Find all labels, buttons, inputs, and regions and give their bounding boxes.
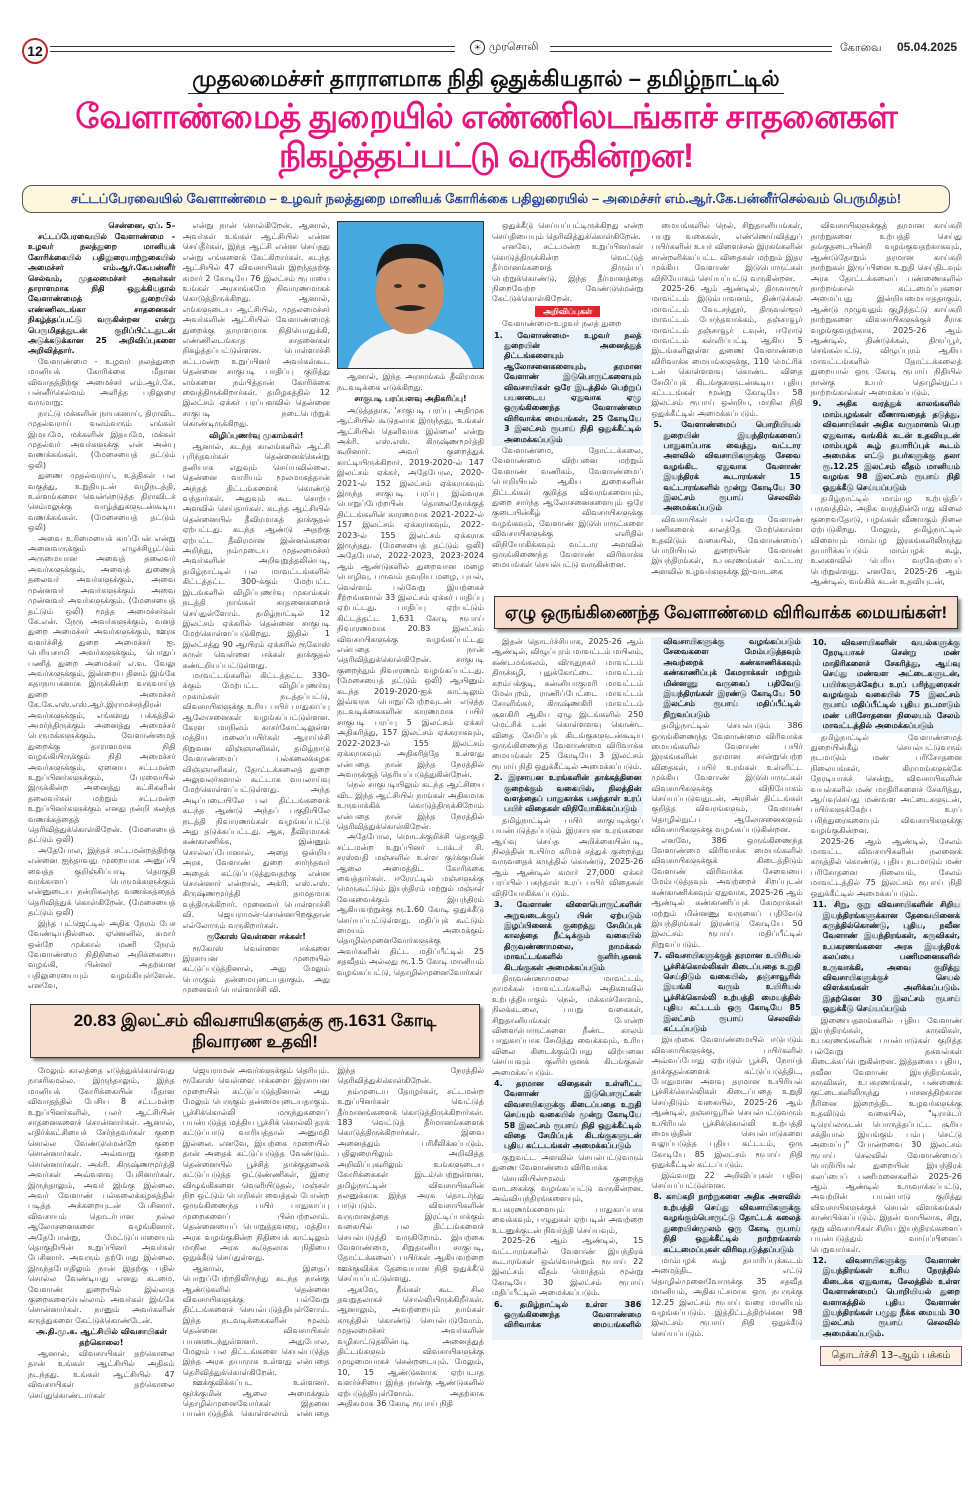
announcement-item: 1. வேளாண்மை- உழவர் நலத் துறையின் அனைத்துத் திட்டங்களையும் ஆலோசனைகளையும், தரமான வேளாண் இடுபொருட்களையும் விவசாயிகள் ஒரே இடத்தில் பெற்றுப் பயனடைய ஏதுவாக ஏழு ஒருங்கிணைந்த வேளாண்மை விரிவாக்க மையங்கள், 25 கோடியே 3 இலட்சம் ரூபாய் நிதி ஒதுக்கீட்டில் அமைக்கப்படும் [492,330,643,446]
article-paragraph: விவசாயிகளுக்குத் தரமான காய்கறி நாற்றுகளை உற்பத்தி செய்து தங்குதடையின்றி வழங்குவதற்காகவும், ஆண்டுதோறும் தரமான காய்கறி நாற்றுகள் இருப்பினை உறுதி செய்திடவும் அரசு தோட்டக்கலைப் பண்ணைகளில் நாற்றங்கால் கட்டமைப்புகளை அமைப்பது இன்றியமையாததாகும். ஆண்டு முழுவதும் குழித்தட்டு காய்கறி நாற்றுகளை விவசாயிகளுக்குச் சீராக வழங்குவதற்காக, 2025-26 ஆம் ஆண்டில், திண்டுக்கல், திருப்பூர், செங்கல்பட்டு, விழுப்புரம் ஆகிய மாவட்டங்களில் தோட்டக்கலைத் துறையால் ஒரு கோடி ரூபாய் நிதியில் நான்கு உயர் தொழில்நுட்ப நாற்றங்கால்கள் அமைக்கப்படும். [810,221,962,397]
article-paragraph: குறுவட்ட அளவில் செயல்பட்டுவரும் துணை வேளாண்மை விரிவாக்க [492,1152,644,1173]
header-rule-left [50,46,455,52]
article-paragraph: இந்த பட்ஜெட்டில் அதிக நேரம் பேச வேண்டியதில்லை. ஏனெனில், சுமார் ஒன்றே முக்கால் மணி நேரம் வேளாண்மை நிதிநிலை அறிக்கையை வழங்கி, பின்னர் அதற்கான பதிலுரையையும் வழங்கியுள்ளேன். எனவே, [28,918,176,991]
article-paragraph: தமிழ்நாட்டில் மாம்பழ உற்பத்திப் பருவத்தில், அதிக வரத்தின்போது விலை குறைவதோடு, பழங்கள் வீணாகும் நிலை ஏற்படுகிறது. மேலும், தமிழ்நாட்டில் விளையும் மாம்பழ இரகங்களிலிருந்து தயாரிக்கப்படும் மாம்பழக் கூழ், உலகளவில் பெரிய வரவேற்பைப் பெற்றுள்ளது. எனவே, 2025-26 ஆம் ஆண்டில், வங்கிக் கடன் உதவியுடன், [810,494,962,587]
photo-column [337,221,484,978]
article-paragraph: 2025-26 ஆம் ஆண்டில், சேலம் மாவட்ட விவசாயிகளின் நலனைக் கருத்தில் கொண்டு, புதிய நடமாடும் மண் பரிசோதனை நிலையம், சேலம் மாவட்டத்தில் 75 இலட்சம் ரூபாய் நிதி ஒதுக்கீட்டில் அமைக்கப்படும். [810,836,962,898]
article-paragraph: இதன் தொடர்ச்சியாக, 2025-26 ஆம் ஆண்டில், விழுப்புரம் மாவட்டம் மயிலம், கண்டமங்கலம், விருதுநகர் மாவட்டம் திருச்சுழி, புதுக்கோட்டை மாவட்டம் கறம்பக்குடி, கன்னியாகுமரி மாவட்டம் மேல்புறம், ராணிப்பேட்டை மாவட்டம் சோளிங்கர், கிருஷ்ணகிரி மாவட்டம் சூளகிரி ஆகிய ஏழு இடங்களில் 250 மெட்ரிக் டன் கொள்ளளவு கொண்ட விதை சேமிப்புக் கிடங்குகளுடன்கூடிய ஒருங்கிணைந்த வேளாண்மை விரிவாக்க மையங்கள் 25 கோடியே 3 இலட்சம் ரூபாய் நிதி ஒதுக்கீட்டில் அமைக்கப்படும். [492,636,644,771]
header-rule-right [550,46,832,52]
article-paragraph: அதேபோல, இந்தச் சட்டமன்றத்திற்கு என்னை ஐந்தாவது முறையாக அனுப்பி வைத்த குறிஞ்சிப்பாடி தொகுதி வாக்காளப் பெருமக்களுக்கும் என்னுடைய நன்றிகலந்த வணக்கத்தைத் தெரிவித்துக் கொள்கிறேன். (மேசையைத் தட்டும் ஒலி) [28,845,176,918]
article-paragraph: என்று நான் சொல்கிறேன். ஆனால், அவர்கள் உங்கள் ஆட்சியில் என்ன செய்தீர்கள், இந்த ஆட்சி என்ன செய்தது என்று எங்களைக் கேட்கிறார்கள். கடந்த ஆட்சியில் 47 விவசாயிகள் இறந்ததற்கு சுமார் 2 கோடியே 76 இலட்சம் ரூபாயை உங்கள் அரசாங்கமே நிவாரணமாகக் கொடுத்திருக்கிறது. ஆனால், எங்களுடைய ஆட்சியில், முதலமைச்சர் அவர்களின் ஆட்சியில் வேளாண்மைத் துறைக்கு தாராளமாக நிதியொதுக்கி, எண்ணிலடங்காத சாதனைகள் நிகழ்த்தப்பட்டுள்ளன. பொள்ளாச்சி சட்டமன்ற உறுப்பினர் அவர்கள்கூட தென்னை சாகுபடி பாதிப்பு குறித்து எங்களை நம்பித்தான் கோரிக்கை வைத்திருக்கிறார்கள். தமிழகத்தில் 12 இலட்சம் ஏக்கர் பரப்பளவில் தென்னை சாகுபடி நடைபெற்றுக் கொண்டிருக்கிறது. [182,221,330,429]
announcement-item: 10. விவசாயிகளின் வயல்களுக்கு நேரடியாகச் சென்று மண் மாதிரிகளைச் சேகரித்து, ஆய்வு செய்து மண்வள அட்டைகளுடன், பயிர்களுக்கேற்ப உரப் பரிந்துரைகள் வழங்கும் வகையில் 75 இலட்சம் ரூபாய் மதிப்பீட்டில் புதிய நடமாடும் மண் பரிசோதனை நிலையம் சேலம் மாவட்டத்தில் அமைக்கப்படும் [811,637,962,733]
announcement-item: 11. சிறு, குறு விவசாயிகளின் சிறிய இயந்திரங்களுக்கான தேவையினைக் கருத்தில்கொண்டு, புதிய, நவீன வேளாண் இயந்திரங்கள், கருவிகள், உபகரணங்களை அரசு இயந்திரக் கலப்பை பணிமனைகளில் உருவாக்கி, அவை குறித்து விவசாயிகளுக்குச் செயல் விளக்கங்கள் அளிக்கப்படும். இதற்கென 30 இலட்சம் ரூபாய் ஒதுக்கீடு செய்யப்படும் [811,899,962,1015]
article-paragraph: நெல் சாகுபடியிலும் கடந்த ஆட்சியை விட இந்த ஆட்சியில் நாங்கள் அதிகமாக உருவாக்கிக் கொடுத்திருக்கிறோம் என்பதை நான் இந்த நேரத்தில் தெரிவித்துக்கொள்கிறேன். [337,780,484,831]
minister-portrait-icon [338,222,483,368]
article-paragraph: ஒதுக்கீடு செய்யப்பட்டிருக்கிறது என்ற செய்தியையும் தெரிவித்துக்கொள்கிறேன். [492,221,644,241]
article-column-10 [28,1066,175,1401]
article-paragraph: எனவே, 386 ஒருங்கிணைந்த வேளாண்மை விரிவாக்க மையங்களில் விவசாயிகளுக்குக் கிடைத்திடும் வேளாண் விரிவாக்க சேவையை மேம்படுத்தவும் அவற்றைச் சிறப்புடன் கண்காணிக்கவும் ஏதுவாக, 2025-26 ஆம் ஆண்டில் கண்காணிப்புக் கேமராக்கள் மற்றும் மின்னணு வருகைப் பதிவேடு இயந்திரங்கள் இரண்டு கோடியே 50 இலட்சம் ரூபாய் மதிப்பீட்டில் நிறுவப்படும். [651,835,803,949]
article-column-4 [492,221,643,570]
article-paragraph: தமிழ்நாட்டில் பயிர் சாகுபடிக்குப் பயன்படுத்தப்படும் இரசாயன உரங்களை ஆய்வு செய்த அறிக்கையின்படி, நிலத்தின் உயிர்ம கரிமச் சத்துக் குறைந்து வருவதைக் கருத்தில் கொண்டு, 2025-26 ஆம் ஆண்டில் சுமார் 27,000 ஏக்கர் பரப்பில் பசுந்தாள் உரப் பயிர் விதைகள் விநியோகிக்கப்படும். [492,815,644,898]
article-column-11 [183,1066,330,1378]
article-paragraph: எனவே, சட்டமன்ற உறுப்பினர்கள் கொடுத்திருக்கின்ற வெட்டுத் தீர்மானங்களைத் திரும்பப் பெற்றுக்கொண்டு, இந்த தீர்மானத்தை நிறைவேற்ற வேண்டுமென்று கேட்டுக்கொள்கிறேன். [492,242,644,304]
page-header [0,0,972,62]
article-column-6 [811,221,962,587]
article-paragraph: அடுத்ததாக, 'சாகுபடி பரப்பு அதிமுக ஆட்சியில் கூடுதலாக இருந்தது, உங்கள் ஆட்சியில் தெளிவாக இல்லை' என்று அக்ரி. எஸ்.எஸ். கிருஷ்ணமூர்த்தி கூறினார். அவர் குறைத்துக் காட்டியிருக்கிறார். 2019-2020-ல் 147 இலட்சம் ஏக்கர், அதேபோல, 2020-2021-ல் 152 இலட்சம் ஏக்கராகவும் இருந்த சாகுபடி பரப்பு இவ்வரசு பொறுப்பேற்றபின் தொலைநோக்குத் திட்டங்களின் காரணமாக 2021-2022-ல் 157 இலட்சம் ஏக்கராகவும், 2022-2023-ல் 155 இலட்சம் ஏக்கராக இருந்தது. (மேசையைத் தட்டும் ஒலி) அதேபோல, 2022-2023, 2023-2024 ஆம் ஆண்டுகளில் துறைவான மழை பொழிவு, பருவம் தவறிய மழை, புயல், வெள்ளம் பல்வேறு இயற்கைச் சீற்றங்களால் 33 இலட்சம் ஏக்கர் பாதிப்பு ஏற்பட்டது. பாதிப்பு ஏற்பட்டும் கிட்டத்தட்ட 1,631 கோடி ரூபாய் நிவாரணமாக 20.83 இலட்சம் விவசாயிகளுக்கு வழங்கப்பட்டது என்பதை நான் தெரிவித்துக்கொள்கிறேன். சாகுபடி குறைந்தும் நிவாரணம் வழங்கப்பட்டது. (மேசையைத் தட்டும் ஒலி) ஆயினும் கடந்த 2019-2020-ஐக் காட்டிலும் இவ்வரசு பொறுப்பேற்றவுடன் எடுத்த நடவடிக்கைகளின் காரணமாக பயிர் சாகுபடி பரப்பு 5 இலட்சம் ஏக்கர் அதிகரித்து, 157 இலட்சம் ஏக்கராகவும், 2022-2023-ல் 155 இலட்சம் ஏக்கராகவும் அதிகரித்தே உள்ளது என்பதை நான் இந்த நேரத்தில் அவருக்குத் தெரியப்படுத்துகின்றேன். [337,405,484,779]
article-paragraph: தமிழ்நாட்டில் வேளாண்மைத் துறையின்கீழ் செயல்பட்டுவரும் நடமாடும் மண் பரிசோதனை நிலையங்கள், கிராமங்களுக்கே நேரடியாகச் சென்று, விவசாயிகளின் வயல்களில் மண் மாதிரிகளைச் சேகரித்து, ஆய்வுசெய்து மண்வள அட்டைகளுடன், பயிர்களுக்கேற்ப உரப் பரிந்துரைகளையும் விவசாயிகளுக்கு வழங்குகின்றன. [810,732,962,836]
article-column-3 [337,372,484,978]
announcements-label [492,307,643,317]
article-paragraph: துணை முதல்வராய், உத்திகள் பல வகுத்து, உறுதியுடன் வழிநடத்தி, உள்ளங்களை வென்றெடுத்த திராவிடச் செம்மலுக்கு வாழ்த்துகளுடன்கூடிய வணக்கங்கள். (மேசையைத் தட்டும் ஒலி) [28,471,176,533]
article-paragraph: வேளாண்மை - உழவர் நலத்துறை மானியக் கோரிக்கை மீதான விவாதத்திற்கு அமைச்சர் எம்.ஆர்.கே. பன்னீர்செல்வம் அளித்த பதிலுரை வருமாறு: [28,356,176,408]
article-paragraph: செயலியின்மூலம் குறைந்த வாடகைக்கு வழங்கப்பட்டு வருகின்றன. அவ்வியந்திரங்களையும், உபகரணங்களையும் பாதுகாப்பாக வைக்கவும், பழுதுகள் ஏற்படின் அவற்றை உடனுக்குடன் நிவர்த்தி செய்யவும், [492,1173,644,1235]
announcement-item: 2. இரசாயன உரங்களின் தாக்கத்தினை குறைக்கும் வகையில், நிலத்தின் வளத்தைப் பாதுகாக்க பசுந்தாள் உரப் பயிர் விதைகள் விநியோகிக்கப்படும் [492,772,643,816]
box-headline-relief: 20.83 இலட்சம் விவசாயிகளுக்கு ரூ.1631 கோடி நிவாரண உதவி! [30,1004,480,1059]
article-paragraph: மேலும் காலத்தை எடுத்துக்கொள்வது நாகரிகமல்ல. இருந்தாலும், இந்த மானியக் கோரிக்கையின் மீதான விவாதத்தில் பேசிய 8 சட்டமன்ற உறுப்பினர்களில், பலர் ஆட்சியின் சாதனைகளைச் சொன்னார்கள். ஆனால், எதிர்க்கட்சியைச் சேர்ந்தவர்கள் குறை சொல்ல வேண்டுமென்றே குறை சொன்னார்கள். அவ்வாறு குறை சொன்னார்கள். அக்ரி. கிருஷ்ணமூர்த்தி அவர்கள் அவ்வளவு பேசினார்கள். இருந்தாலும், அவர் இங்கு இல்லை. அவர் வேளாண் பல்கலைக்கழகத்தில் படித்த அக்கறையுடன் பேசினார். விவசாயம் தொடர்பான நல்ல ஆலோசனைகளை வழங்கினார். அதேபோன்று, மேட்டுப்பாளையம் தொகுதியின் உறுப்பினர் அவர்கள் பேசினார். அவரும் தற்போது இல்லை. இருந்தபோதிலும் நான் இதற்கு பதில் சொல்ல வேண்டியது எனது கடமை. வேளாண் துறையில் இல்லாத குறைகளையெல்லாம் அவர்கள் இங்கே சொன்னார்கள். நானும் அவர்களின் கருத்துகளை கேட்டுக்கொண்டேன். [28,1066,175,1325]
article-paragraph: மாம்பழக் கூழ் தயாரிப்புக்கூடம் அமைத்திட எட்டு தொழில்முனைவோருக்கு 35 சதவீத மானியம், அதிகபட்சமாக ஒரு நபருக்கு 12.25 இலட்சம் ரூபாய் வரை மானியம் வழங்கப்படும். இத்திட்டத்திற்கென 98 இலட்சம் ரூபாய் நிதி ஒதுக்கீடு செய்யப்படும். [651,1255,803,1338]
article-column-1 [28,221,176,991]
article-paragraph: அதேபோல, மொடக்குறிச்சி தொகுதி சட்டமன்ற உறுப்பினர் டாக்டர் சி. சரஸ்வதி மஞ்சளில் உள்ள குர்க்குமின் ஆலை அமைத்திட கோரிக்கை வைத்தார்கள். ஈரோட்டில் மஞ்சளுக்கு மெருகூட்டும் இயந்திரம் மற்றும் மஞ்சள் வேகவைக்கும் இயந்திரம் ஆகியவற்றுக்கு ரூ.1.60 கோடி ஒதுக்கீடு செய்யப்பட்டுள்ளது. மதிப்புக் கூட்டும் மையம் அமைக்கும் தொழில்முனைவோர்களுக்கு அவர்களின் திட்ட மதிப்பீட்டில் 25 சதவீதம் அல்லது ரூ.1.5 கோடி மானியம் வழங்கப்பட்டு, தொழில்முனைவோர்கள் [337,832,484,977]
section-subheading: ரூகோஸ் வெள்ளை ஈக்கள்! [206,932,306,942]
article-column-7 [492,637,643,1174]
right-stack [492,221,962,1366]
article-paragraph: 2025-26 ஆம் ஆண்டில், 15 வட்டாரங்களில் வேளாண் இயந்திரக் கூடாரங்கள் ஒவ்வொன்றும் ரூபாய் 22 இலட்சம் வீதம் மொத்தம் மூன்று கோடியே 30 இலட்சம் ரூபாய் மதிப்பீட்டில் அமைக்கப்படும். [492,1236,644,1298]
article-paragraph: இவ்வாறு 22 அறிவிப்புகள் பதிவு செய்யப்பட்டுள்ளன. [651,1170,803,1191]
announcement-item: 8. காய்கறி நாற்றுகளை அதிக அளவில் உற்பத்தி செய்து விவசாயிகளுக்கு வழங்கும்பொருட்டு தோட்டக் கலைத் துறையின்மூலம் ஒரு கோடி ரூபாய் நிதி ஒதுக்கீட்டில் நாற்றங்கால் கட்டமைப்புகள் விரிவுபடுத்தப்படும் [651,1191,802,1255]
article-paragraph: ஆனால், விவசாயிகள் தற்கொலை தான் உங்கள் ஆட்சியில் அதிகம் நடந்தது. உங்கள் ஆட்சியில் 47 விவசாயிகள் தற்கொலை செய்துகொண்டார்கள் [28,1349,175,1400]
left-top-region [28,221,484,995]
article-paragraph: இயற்கை வேளாண்மையில் ஈடுபடும் விவசாயிகளுக்கு, பயிர்களில் அவ்வப்போது ஏற்படும் பூச்சி, நோய்த் தாக்குதல்களைக் கட்டுப்படுத்திட, போதுமான அளவு தரமான உயிரியல் பூச்சிக்கொல்லிகள் கிடைப்பதை உறுதி செய்திடும் வகையில், 2025-26 ஆம் ஆண்டில், தஞ்சாவூரில் செயல்பட்டுவரும் உயிரியல் பூச்சிக்கொல்லி உற்பத்தி மையத்தின் செயல்பாடுகளை வலுப்படுத்த புதிய கட்டடம், ஒரு கோடியே 85 இலட்சம் ரூபாய் நிதி ஒதுக்கீட்டில் கட்டப்படும். [651,1035,803,1170]
announcement-item: 3. வேளாண் விளைபொருட்களின் அறுவடைக்குப் பின் ஏற்படும் இழப்பினைக் குறைத்து சேமிப்புக் காலத்தை நீட்டிக்கும் வகையில் திருவண்ணாமலை, நாமக்கல் மாவட்டங்களில் குளிர்பதனக் கிடங்குகள் அமைக்கப்படும் [492,899,643,974]
article-paragraph: திருவண்ணாமலை மாவட்டம், நாமக்கல் மாவட்டங்களில் அதிகளவில் உற்பத்தியாகும் நெல், மக்காச்சோளம், நிலக்கடலை, பயறு வகைகள், சிறுதானியங்கள் போன்ற விளைபொருட்களை நீண்ட காலம் பாதுகாப்பாக சேமித்து வைக்கவும், உரிய விலை கிடைக்கும்போது விற்பனை செய்யவும் குளிர்பதனக் கிடங்குகள் அமைக்கப்படும். [492,973,644,1077]
kicker-text: முதலமைச்சர் தாராளமாக நிதி ஒதுக்கியதால் – தமிழ்நாட்டில் [188,66,783,94]
article-paragraph: தமிழ்நாட்டில் செயல்படும் 386 ஒருங்கிணைந்த வேளாண்மை விரிவாக்க மையங்களில் வேளாண் பயிர் இரகங்களின் தரமான சான்றுபெற்ற விதைகள், பயிர் உரங்கள் உள்ளிட்ட முக்கிய வேளாண் இடுபொருட்கள் விவசாயிகளுக்கு விநியோகம் செய்யப்படுவதுடன், அரசின் திட்டங்கள் குறித்த விவரங்களும், வேளாண் தொழில்நுட்ப ஆலோசனைகளும் விவசாயிகளுக்கு வழங்கப்படுகின்றன. [651,721,803,835]
masthead [470,40,539,55]
article-paragraph: நாட்டு மக்களின் நாயகனாய், திராவிட முதல்வராய் வலம்வரும் எங்கள் இமயமே, மக்களின் இதயமே, மக்கள் முதல்வர் அவர்களுக்கு என் அன்பு வணக்கங்கள். (மேசையைத் தட்டும் ஒலி) [28,408,176,470]
announcement-item: 5. வேளாண்மைப் பொறியியல் துறையின் இயந்திரங்களைப் பாதுகாப்பாக வைத்து, வட்டார அளவில் விவசாயிகளுக்கு சேவை வழங்கிட ஏதுவாக வேளாண் இயந்திரக் கூடாரங்கள் 15 வட்டாரங்களில் மூன்று கோடியே 30 இலட்சம் ரூபாய் செலவில் அமைக்கப்படும் [651,419,802,515]
article-paragraph: ஆனால், கடந்த காலங்களில் ஆட்சி புரிந்தவர்கள் தென்னைக்கென்று தனியாக எதுவும் செய்யவில்லை. தென்னை வாரியம் மூலமாகத்தான் அந்தத் திட்டங்களைக் கொண்டு வந்தார்கள். அதுவும் கூட சொற்ப அளவில் செய்தார்கள். கடந்த ஆட்சியில் தென்னையில் தீவிரமாகத் தாக்குதல் ஏற்பட்டது. கடந்த ஆண்டு அதற்கு ஏற்பட்ட தீவிரமான இன்னல்களை அறிந்து, நம்முடைய முதலமைச்சர் அவர்களின் அறிவுறுத்தலின்படி, தமிழ்நாட்டில் பல மாவட்டங்களில் கிட்டத்தட்ட 300-க்கும் மேற்பட்ட இடங்களில் விழிப்புணர்வு முகாம்கள் நடத்தி நாங்கள் சாதனைகளைச் செய்துள்ளோம். தமிழ்நாட்டில் 12 இலட்சம் ஏக்கரில் தென்னை சாகுபடி மேற்கொள்ளப்படுகிறது. இதில் 1 இலட்சத்து 90 ஆயிரம் ஏக்கரில் ரூகோஸ் சுருள் வெள்ளை ஈக்கள் தாக்குதல் கண்டறியப்பட்டுள்ளது. [182,442,330,670]
left-stack [28,221,484,1419]
article-paragraph: ஊக்குவிக்கப்பட உள்ளனர். குர்க்குமின் ஆலை அமைக்கும் தொழில்முனைவோர்கள் இதனை பயன்படுத்திக் கொள்ளலாம் என்பதை இந்த நேரத்தில் தெரிவித்துக்கொள்கிறேன். [182,1066,484,1419]
right-bottom-flow [492,637,962,1340]
article-paragraph: வேளாண்மை, தோட்டக்கலை, வேளாண்மை விற்பனை மற்றும் வேளாண் வணிகம், வேளாண்மைப் பொறியியல் ஆகிய துறைகளின் திட்டங்கள் குறித்த விவரங்களையும், துறை சார்ந்த ஆலோசனைகளையும் ஒரே குடையின்கீழ் விவசாயிகளுக்கு வழங்கவும், வேளாண் இடுபொருட்களை விவசாயிகளுக்கு எளிதில் விநியோகிக்கவும் வட்டார அளவில் ஒருங்கிணைந்த வேளாண் விரிவாக்க மையங்கள் செயல்பட்டு வருகின்றன. [492,446,644,570]
section-subheading: சாகுபடி பரப்பளவு அதிகரிப்பு! [354,394,467,404]
issue-date: 05.04.2025 [897,40,958,54]
article-paragraph: ஆகவே, நீங்கள் கூட சில தவறுதலாகச் சொல்லியிருக்கிறீர்கள். ஆனாலும், அவற்றையும் நாங்கள் கருத்தில் கொண்டு செயல்படுவோம். முதலமைச்சர் அவர்களின் வழிகாட்டுதலின்படி அனைத்துத் திட்டங்களும் விவசாயிகளுக்கு முழுமையாகச் சென்றடையும். மேலும், 10, 15 ஆண்டுகளாக ஏற்படாத வளர்ச்சியை இந்த நான்கு ஆண்டுகளில் ஏற்படுத்தியுள்ளோம். அதற்காக அதிகமாக 36 கோடி ரூபாய் நிதி [337,1284,484,1409]
article-paragraph: ஜெயராமன் அவர்களுக்கும் தெரியும். ரூகோஸ் வெள்ளை ஈக்களை இரசாயன முறையில் கட்டுப்படுத்தினால் அது மேலும் பெருகும் தன்மையுடையதாகும். பூச்சிக்கொல்லி மருந்துகளைப் பயன்படுத்த மத்திய பூச்சிக் கொல்லி தரக் கட்டுப்பாடு வாரியத்தால் அனுமதி இல்லை. எனவே, இயற்கை முறையில் தான் அதைக் கட்டுப்படுத்த வேண்டும். தென்னையில் பூச்சித் தாக்குதலைக் கட்டுப்படுத்த ஒட்டுண்ணிகள், இரை விழுங்கிகளை வெளியிடுதல், மஞ்சள் நிற ஒட்டும் பொறிகள் வைத்தல் போன்ற ஒருங்கிணைந்த பயிர் பாதுகாப்பு முறைகளைப் பின்பற்றலாம். தென்னையைப் பொறுத்தவரை, மத்திய அரசு வழங்குகின்ற நிதியைக் காட்டிலும் மாநில அரசு கூடுதலாக நிதியை ஒதுக்கீடு செய்துள்ளது. [182,1066,330,1263]
kicker-headline [30,66,942,92]
announcement-item: 12. விவசாயிகளுக்கு வேளாண் இயந்திரங்கள் உரிய நேரத்தில் கிடைக்க ஏதுவாக, சேலத்தில் உள்ள வேளாண்மைப் பொறியியல் துறை வளாகத்தில் புதிய வேளாண் இயந்திரங்கள் பழுது நீக்க மையம் 30 இலட்சம் ரூபாய் செலவில் அமைக்கப்படும். [811,1255,962,1340]
box-headline-centres: ஏழு ஒருங்கிணைந்த வேளாண்மை விரிவாக்க மையங்கள்! [494,596,958,629]
article-paragraph: மையங்களில் நெல், சிறுதானியங்கள், பயறு வகைகள், எண்ணெய்வித்துப் பயிர்களின் உயர் விளைச்சல் இரகங்களின் சான்றளிக்கப்பட்ட விதைகள் மற்றும் இதர முக்கிய வேளாண் இடுபொருட்கள் விநியோகம் செய்யப்பட்டு வருகின்றன. [651,221,803,283]
article-paragraph: மாவட்டங்களில் கிட்டத்தட்ட 330-க்கும் மேற்பட்ட விழிப்புணர்வு முகாம்கள் நடத்தப்பட்டு, விவசாயிகளுக்கு உரிய பயிர் பாதுகாப்பு ஆலோசனைகள் வழங்கப்பட்டுள்ளன. கேரள மாநிலம் காசர்கோட்டிலுள்ள மத்திய மலைப்பயிர்கள் ஆராய்ச்சி நிறுவன விஞ்ஞானிகள், தமிழ்நாடு வேளாண்மைப் பல்கலைக்கழக விஞ்ஞானிகள், தோட்டக்கலைத் துறை அலுவலர்களால் கூட்டாக வயலாய்வு மேற்கொள்ளப்பட்டுள்ளது. அந்த அடிப்படையிலே பல திட்டங்களைக் கடந்த ஆண்டு அந்தப் பகுதியிலே நடத்தி நிவாரணங்கள் வழங்கப்பட்டு அது தடுக்கப்பட்டது. ஆக, தீவிரமாகக் கண்காணிக்க, இன்னும் சொல்லப்போனால், அதை ஒன்றிய அரசு, வேளாண் துறை சார்ந்தவர் அதைக் கட்டுப்படுத்துவதற்கு என்ன சொன்னார் என்றால், அக்ரி. எஸ்.எஸ். கிருஷ்ணமூர்த்தி தாமதமாக வந்திருக்கிறார். முனைவர் பொள்ளாச்சி வி. ஜெயராமன்-சொன்னபிறகுதான் எல்லோரும் வருகிறார்கள். [182,670,330,930]
minister-photo [337,221,484,369]
announcement-item: 4. தரமான விதைகள் உள்ளிட்ட வேளாண் இடுபொருட்கள் விவசாயிகளுக்கு கிடைப்பதை உறுதி செய்யும் வகையில் மூன்று கோடியே 58 இலட்சம் ரூபாய் நிதி ஒதுக்கீட்டில் விதை சேமிப்புக் கிடங்குகளுடன் புதிய கட்டடங்கள் அமைக்கப்படும் [492,1078,643,1153]
right-top-flow [492,221,962,587]
article-paragraph: ரூகோஸ் வெள்ளை ஈக்களை இரசாயன முறையில் கட்டுப்படுத்தினால், அது மேலும் பெருகும் தன்மையுடையதாகும். அது முனைவர் பொள்ளாச்சி வி. [182,943,330,995]
rising-sun-logo-icon: ☀ [470,40,485,55]
section-subheading: விழிப்புணர்வு முகாம்கள்! [209,430,304,440]
article-column-5 [651,221,802,577]
paper-name: முரசொலி [489,40,539,53]
announcements-label-text: அறிவிப்புகள் [535,306,600,317]
article-paragraph: இணையதளங்களில் புதிய வேளாண் இயந்திரங்கள், கருவிகள், உபகரணங்களின் பயன்பாடுகள் குறித்த பல்வேறு தகவல்கள் கிடைக்கப்பெறுகின்றன. இத்தகைய புதிய, நவீன வேளாண் இயந்திரங்கள், கருவிகள், உபகரணங்கள், பண்ணைக் குட்டைகளிலிருந்து பாசனத்திற்கான நீரினை இறைத்திட உழவர்களுக்கு உதவிடும் வகையில், "டிராக்டர் டிரெய்லருடன் பொருத்தப்பட்ட சூரிய சக்தியால் இயங்கும் பம்பு செட்டு அமைப்பு" போன்றவை 30 இலட்சம் ரூபாய் செலவில் வேளாண்மைப் பொறியியல் துறையின் இயந்திரக் கலப்பைப் பணிமனைகளில் 2025-26 ஆம் ஆண்டில் உருவாக்கப்பட்டு, அவற்றின் பயன்பாடு குறித்து விவசாயிகளுக்குச் செயல் விளக்கங்கள் காண்பிக்கப்படும். இதன் வாயிலாக, சிறு, குறு விவசாயிகள் சிறிய இயந்திரங்களைப் பயன்படுத்தும் வாய்ப்பினைப் பெறுவார்கள். [810,1015,962,1254]
article-paragraph: ஆனால், இதைப் பொறுப்பேற்றதிலிருந்து கடந்த நான்கு ஆண்டுகளில் தென்னை விவசாயிகளுக்கு பல்வேறு திட்டங்களைச் செயல்படுத்தியுள்ளோம். இந்த நடவடிக்கைகளின் மூலம் தென்னை விவசாயிகள் பயனடைந்துள்ளனர். அதுபோல, மேலும் பல திட்டங்களை செயல்படுத்த இந்த அரசு தயாராக உள்ளது என்பதை தெரிவித்துக்கொள்கிறேன். [182,1263,330,1377]
left-bottom-flow [28,1066,484,1420]
article-paragraph: வேளாண்மை-உழவர் நலத் துறை [502,319,622,329]
page-number: 12 [22,38,48,64]
article-paragraph: நம்முடைய தோழர்கள், சட்டமன்ற உறுப்பினர்கள் வெட்டுத் தீர்மானங்களைக் கொடுத்திருக்கிறார்கள். 183 வெட்டுத் தீர்மானங்களைக் கொடுத்திருக்கிறார்கள். இவை அனைத்தும் பரிசீலிக்கப்படும். பதிலுரையிலும் அறிவித்த அறிவிப்புகளிலும் உங்களுடைய கோரிக்கைகள் இடம்பெற்றுள்ளன. தமிழ்நாட்டின் விவசாயிகளின் நலனுக்காக இந்த அரசு தொடர்ந்து பாடுபடும். விவசாயிகளின் வருமானத்தை இரட்டிப்பாக்கும் வகையில் பல திட்டங்களைச் செயல்படுத்தி வருகிறோம். இயற்கை வேளாண்மை, சிறுதானிய சாகுபடி, தோட்டக்கலைப் பயிர்கள் ஆகியவற்றை ஊக்குவிக்க தேவையான நிதி ஒதுக்கீடு செய்யப்பட்டுள்ளது. [337,1086,484,1284]
article-paragraph: சட்டப்பேரவையில் வேளாண்மை – உழவர் நலத்துறை மானியக் கோரிக்கையில் பதிலுரையாற்றுகையில் அமைச்சர் எம்.ஆர்.கே.பன்னீர் செல்வம், முதலமைச்சர் அவர்கள் தாராளமாக நிதி ஒதுக்கியதால் வேளாண்மைத் துறையில் எண்ணிலடங்கா சாதனைகள் நிகழ்த்தப்பட்டு வருகின்றன என்று பெருமிதத்துடன் குறிப்பிட்டதுடன் அடுக்கடுக்கான 25 அறிவிப்புகளை அறிவித்தார். [28,231,176,356]
article-body [0,213,972,1429]
announcement-item: 9. அதிக வரத்துக் காலங்களில் மாம்பழங்கள் வீணாவதைத் தடுத்து, விவசாயிகள் அதிக வருமானம் பெற ஏதுவாக, வங்கிக் கடன் உதவியுடன் மாம்பழக் கூழ் தயாரிப்புக் கூடம் அமைக்க எட்டு நபர்களுக்கு தலா ரூ.12.25 இலட்சம் வீதம் மானியம் வழங்க 98 இலட்சம் ரூபாய் நிதி ஒதுக்கீடு செய்யப்படும் [811,398,962,494]
continued-on-page: தொடர்ச்சி 13–ஆம் பக்கம் [820,1346,962,1366]
article-paragraph: விவசாயிகள் பல்வேறு வேளாண் பணிகளைக் காலத்தே மேற்கொள்ள உதவிடும் வகையில், வேளாண்மைப் பொறியியல் துறையின் வேளாண் இயந்திரங்கள், உபகரணங்கள் வட்டார அளவில் உழவர்களுக்கு இ-வாடகை [651,514,803,576]
main-headline: வேளாண்மைத் துறையில் எண்ணிலடங்காச் சாதனைகள் நிகழ்த்தப்பட்டு வருகின்றன! [75,98,897,176]
article-paragraph: அவை உரிமையைக் காப்பேன் என்று அனைவருக்கும் எழுச்சியூட்டும் அருமையான அவைத் தலைவர் அவர்களுக்கும், அவைத் துணைத் தலைவர் அவர்களுக்கும், அவை முன்னவர் அவர்களுக்கும் அவை முன்னவர் அவர்களுக்கும். (மேசையைத் தட்டும் ஒலி) மூத்த அமைச்சர்கள் கே.என். நேரு அவர்களுக்கும், வனத் துறை அமைச்சர் அவர்களுக்கும், ஊரக வளர்ச்சித் துறை அமைச்சர் ஐ. பெரியசாமி அவர்களுக்கும், பொதுப் பணித் துறை அமைச்சர் எ.வ. வேலு அவர்களுக்கும், இன்றைய தினம் இங்கே கதாநாயகனாக இருக்கின்ற வருவாய்த் துறை அமைச்சர் கே.கே.எஸ்.எஸ்.ஆர்.இராமச்சந்திரன் அவர்களுக்கும், எங்களது பக்கத்தில் அமர்ந்திருக்கும் அனைத்து அமைச்சர் பெருமக்களுக்கும். வேளாண்மைத் துறைக்கு தாராளமாக நிதி வழங்கியிருக்கும் நிதி அமைச்சர் அவர்களுக்கும், ஏனைய சட்டமன்ற உறுப்பினர்களுக்கும், பேரவையில் இருக்கின்ற அனைத்து கட்சிகளின் தலைவர்கள் மற்றும் சட்டமன்ற உறுப்பினர்களுக்கும் எனது நன்றி கலந்த வணக்கத்தைத் தெரிவித்துக்கொள்கிறேன். (மேசையைத் தட்டும் ஒலி) [28,533,176,845]
subheadline: சட்டப்பேரவையில் வேளாண்மை – உழவர் நலத்துறை மானியக் கோரிக்கை பதிலுரையில் – அமைச்சர் எம்.ஆர்.கே.பன்னீர்செல்வம் பெருமிதம்! [22,185,950,214]
edition: கோவை [840,41,882,54]
section-subheading: அ.தி.மு.க. ஆட்சியில் விவசாயிகள் தற்கொலை! [35,1327,167,1347]
article-column-2 [183,221,331,995]
article-paragraph: 2025-26 ஆம் ஆண்டில், திருவாரூர் மாவட்டம் இடும்பாவனம், திண்டுக்கல் மாவட்டம் வேடசந்தூர், திருவள்ளூர் மாவட்டம் போந்தவாக்கம், தஞ்சாவூர் மாவட்டம் தஞ்சாவூர் டவுன், ஈரோடு மாவட்டம் கள்ளிப்பட்டி ஆகிய 5 இடங்களிலுள்ள துணை வேளாண்மை விரிவாக்க மையங்களுக்கு, 110 மெட்ரிக் டன் கொள்ளளவு கொண்ட விதை சேமிப்புக் கிடங்குகளுடன்கூடிய புதிய கட்டடங்கள் மூன்று கோடியே 58 இலட்சம் ரூபாய் ஒன்றிய, மாநில நிதி ஒதுக்கீட்டில் அமைக்கப்படும். [651,283,803,418]
announcement-item: 6. தமிழ்நாட்டில் உள்ள 386 ஒருங்கிணைந்த வேளாண்மை விரிவாக்க மையங்களில் விவசாயிகளுக்கு வழங்கப்படும் சேவைகளை மேம்படுத்தவும் அவற்றைக் கண்காணிக்கவும் கண்காணிப்புக் கேமராக்கள் மற்றும் மின்னணு வருகைப் பதிவேடு இயந்திரங்கள் இரண்டு கோடியே 50 இலட்சம் ரூபாய் மதிப்பீட்டில் நிறுவப்படும் [492,637,803,1340]
left-top-flow [28,221,330,995]
article-paragraph: ஆனால், இந்த அரசாங்கம் தீவிரமாக நடவடிக்கை எடுக்கிறது. [337,372,484,392]
dateline: சென்னை, ஏப். 5– [108,221,176,231]
announcement-item: 7. விவசாயிகளுக்குத் தரமான உயிரியல் பூச்சிக்கொல்லிகள் கிடைப்பதை உறுதி செய்திடும் வகையில், தஞ்சாவூரில் இயங்கி வரும் உயிரியல் பூச்சிக்கொல்லி உற்பத்தி மையத்தில் புதிய கட்டடம் ஒரு கோடியே 85 இலட்சம் ரூபாய் செலவில் கட்டப்படும் [651,950,802,1035]
